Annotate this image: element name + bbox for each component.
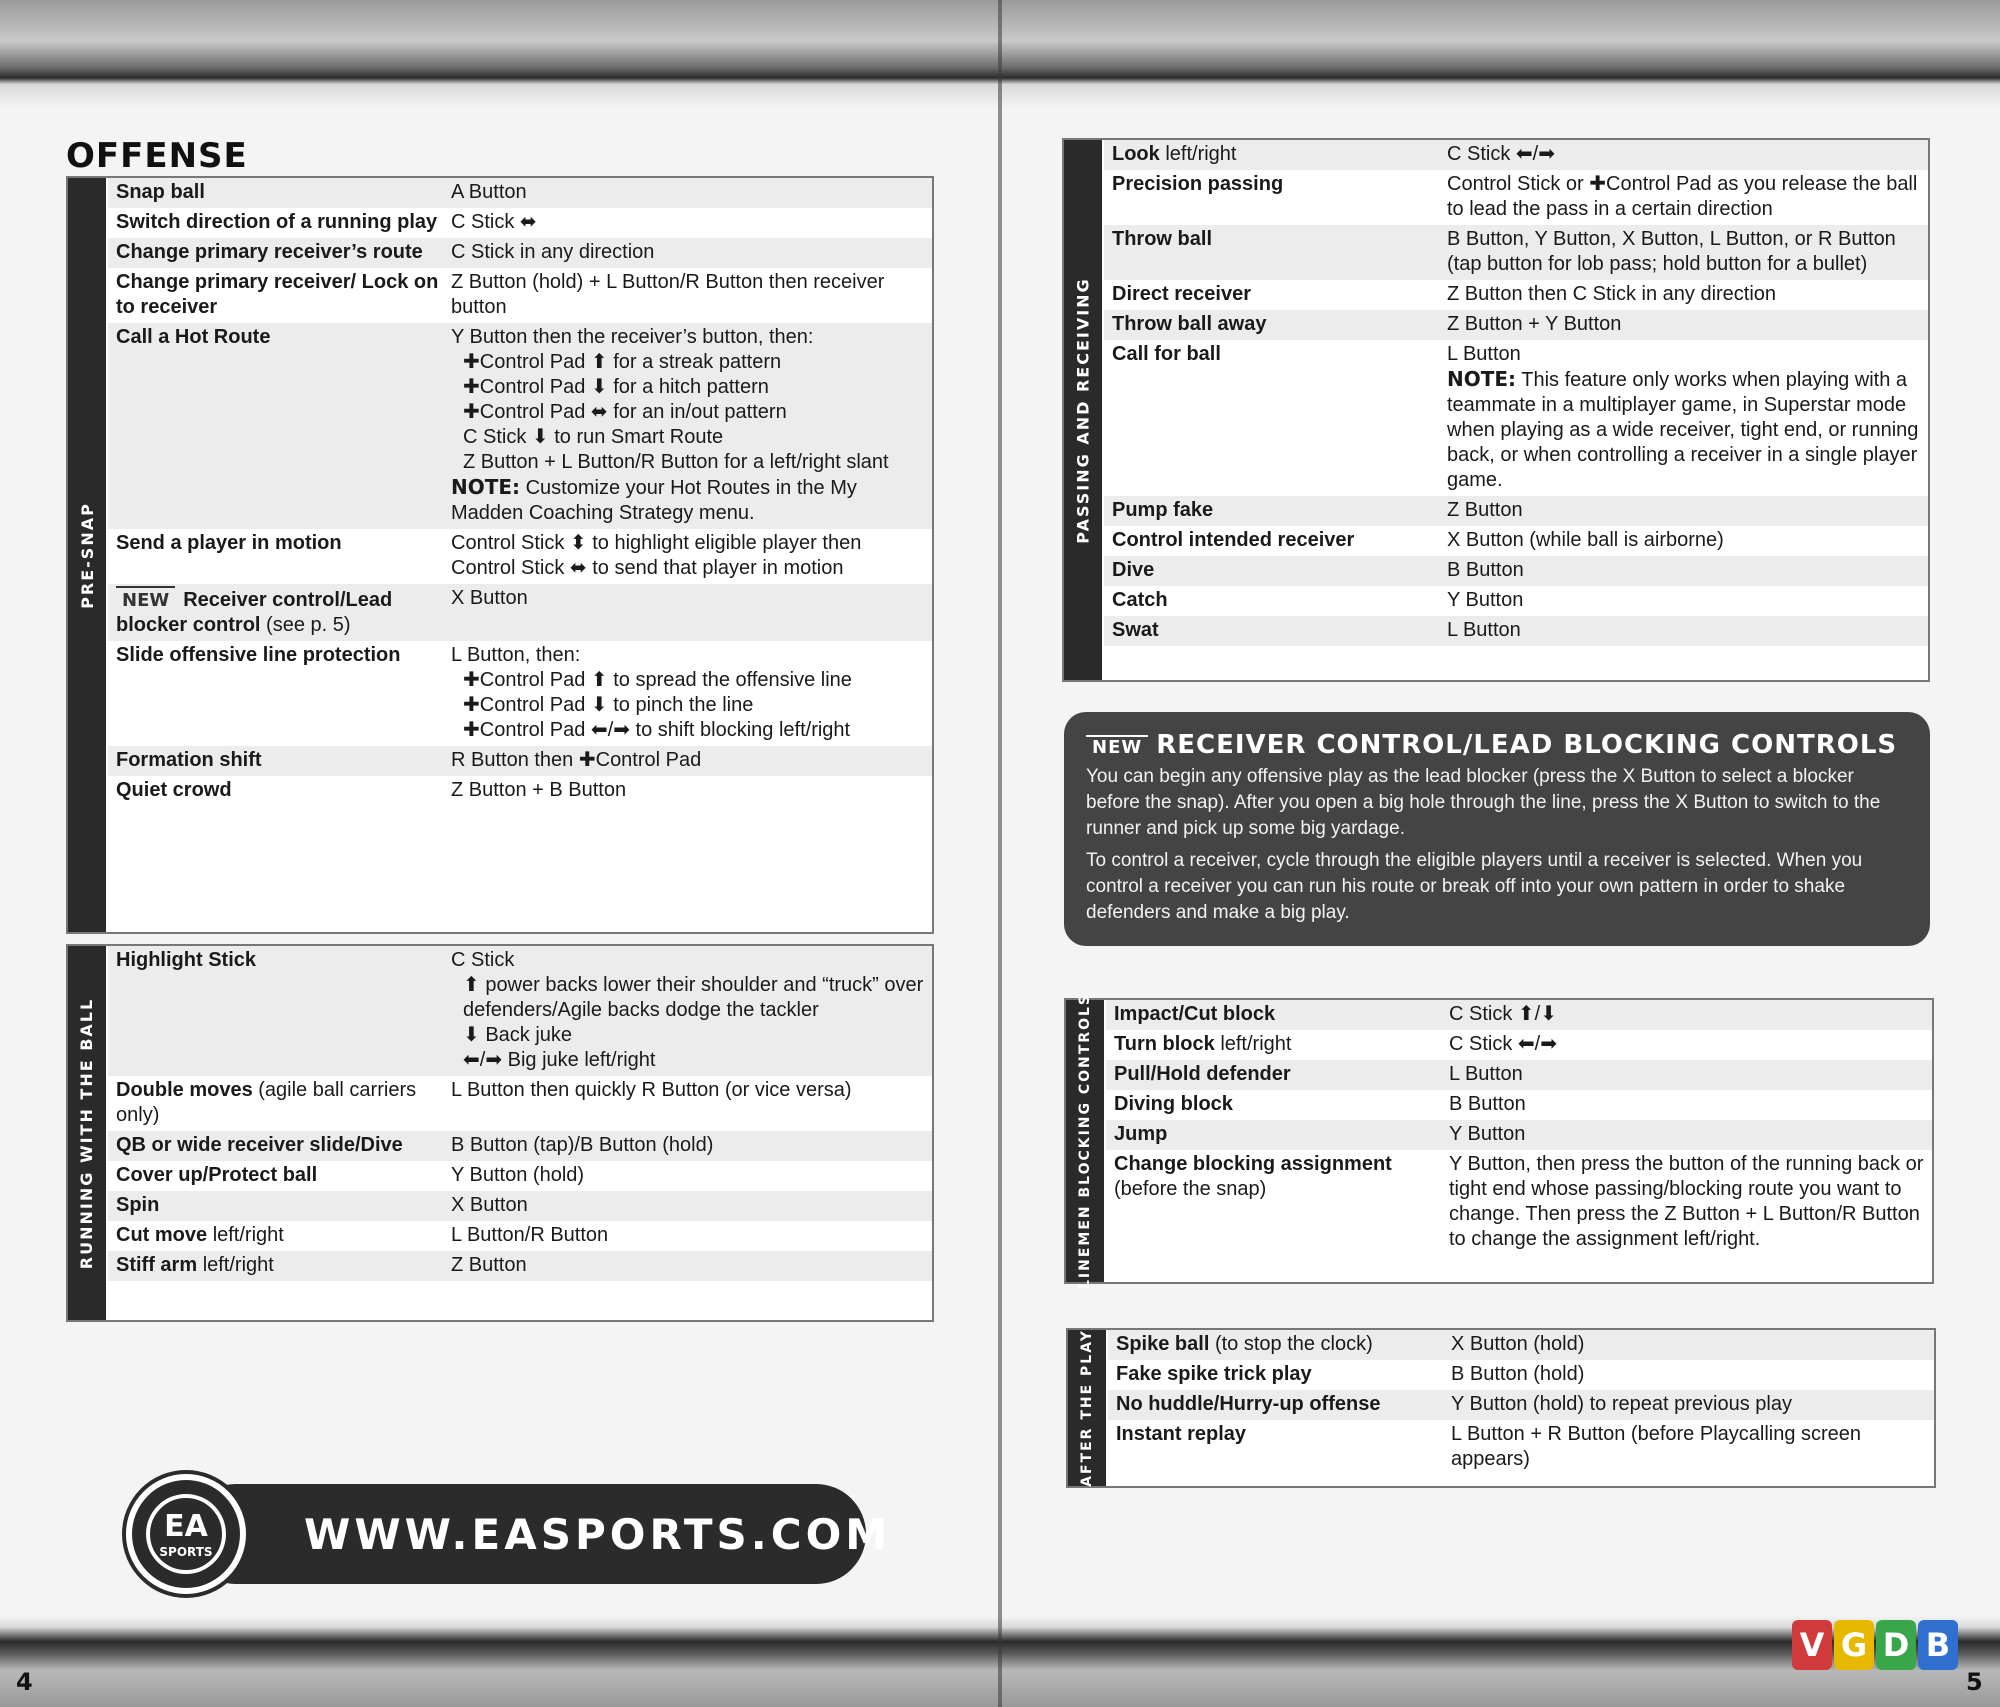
control-cell <box>1447 227 1928 277</box>
control-text: R Button then ✚Control Pad <box>451 749 702 771</box>
control-subitem: ✚Control Pad ⬌ for an in/out pattern <box>463 401 787 423</box>
control-text: B Button (tap)/B Button (hold) <box>451 1134 714 1156</box>
control-text: C Stick <box>451 949 515 971</box>
section-label: PASSING AND RECEIVING <box>1064 140 1102 680</box>
running-panel <box>66 944 934 1322</box>
control-cell <box>1449 1062 1932 1087</box>
table-row <box>108 1191 932 1221</box>
table-row <box>1104 616 1928 646</box>
action-label: Slide offensive line protection <box>116 644 401 666</box>
control-text: L Button <box>1447 343 1521 365</box>
svg-text:EA: EA <box>164 1509 208 1544</box>
control-text: Z Button then C Stick in any direction <box>1447 283 1777 305</box>
control-text: Y Button <box>1449 1123 1526 1145</box>
table-row <box>1106 1000 1932 1030</box>
section-label: LINEMEN BLOCKING CONTROLS <box>1066 1000 1104 1282</box>
control-cell <box>1449 1122 1932 1147</box>
control-cell <box>1447 528 1928 553</box>
control-subitem: ✚Control Pad ⬆ for a streak pattern <box>463 351 782 373</box>
table-row <box>1104 280 1928 310</box>
action-label: Direct receiver <box>1112 283 1251 305</box>
control-cell <box>1449 1002 1932 1027</box>
table-row <box>108 946 932 1076</box>
control-subitem: ⬆ power backs lower their shoulder and “truck” over defenders/Agile backs dodge the tackler <box>463 974 924 1021</box>
control-cell <box>1447 172 1928 222</box>
action-cell <box>1112 312 1447 337</box>
table-row <box>108 1076 932 1131</box>
control-text: X Button (hold) <box>1451 1333 1585 1355</box>
control-text: Y Button <box>1447 589 1524 611</box>
control-text: Y Button, then press the button of the running back or tight end whose passing/blocking route you want to change. Then press the Z Button + L Button/R Button to change the assignment left/right. <box>1449 1153 1924 1250</box>
control-text: C Stick ⬅/➡ <box>1447 143 1555 165</box>
table-row <box>108 529 932 584</box>
control-text: Z Button + B Button <box>451 779 627 801</box>
control-text: C Stick in any direction <box>451 241 655 263</box>
action-label: Formation shift <box>116 749 262 771</box>
page-title: OFFENSE <box>66 136 248 176</box>
action-label: Pull/Hold defender <box>1114 1063 1291 1085</box>
control-cell <box>1449 1032 1932 1057</box>
control-cell <box>451 531 932 581</box>
table-row <box>1106 1090 1932 1120</box>
table-row <box>1106 1150 1932 1255</box>
table-row <box>1104 340 1928 496</box>
control-cell <box>1449 1152 1932 1252</box>
action-label: Diving block <box>1114 1093 1233 1115</box>
table-row <box>1104 170 1928 225</box>
control-subitem: ⬇ Back juke <box>463 1024 573 1046</box>
action-cell <box>116 270 451 320</box>
new-badge: NEW <box>1086 735 1148 758</box>
action-label: Switch direction of a running play <box>116 211 438 233</box>
control-cell <box>451 1223 932 1248</box>
action-cell <box>1116 1422 1451 1472</box>
table-row <box>108 1131 932 1161</box>
action-cell <box>116 1163 451 1188</box>
control-subitem: ✚Control Pad ⬇ to pinch the line <box>463 694 754 716</box>
control-text: B Button <box>1449 1093 1526 1115</box>
action-label: Change primary receiver’s route <box>116 241 423 263</box>
action-cell <box>1112 558 1447 583</box>
action-cell <box>1112 227 1447 277</box>
control-text: X Button <box>451 587 528 609</box>
table-row <box>1104 140 1928 170</box>
control-cell <box>451 1253 932 1278</box>
page-number-left: 4 <box>16 1668 33 1696</box>
action-qualifier: (to stop the clock) <box>1214 1333 1373 1355</box>
action-cell <box>1112 498 1447 523</box>
control-text: C Stick ⬆/⬇ <box>1449 1003 1557 1025</box>
action-label: Change blocking assignment <box>1114 1153 1392 1175</box>
action-cell <box>116 1193 451 1218</box>
table-row <box>108 1251 932 1281</box>
action-cell <box>116 180 451 205</box>
action-cell <box>116 1223 451 1248</box>
action-label: Throw ball <box>1112 228 1212 250</box>
control-text: Z Button <box>1447 499 1523 521</box>
action-label: Pump fake <box>1112 499 1214 521</box>
website-url[interactable]: WWW.EASPORTS.COM <box>304 1510 892 1559</box>
note <box>1447 367 1920 493</box>
watermark-letter: D <box>1876 1620 1916 1670</box>
control-text: A Button <box>451 181 527 203</box>
control-subitem: ⬅/➡ Big juke left/right <box>463 1049 656 1071</box>
passing-panel <box>1062 138 1930 682</box>
control-cell <box>451 643 932 743</box>
action-cell <box>116 1253 451 1278</box>
linemen-panel <box>1064 992 1934 1290</box>
control-cell <box>1447 142 1928 167</box>
table-row <box>1108 1420 1934 1475</box>
watermark-letter: G <box>1834 1620 1874 1670</box>
action-cell <box>116 240 451 265</box>
action-cell <box>116 948 451 1073</box>
table-row <box>108 238 932 268</box>
control-text: B Button (hold) <box>1451 1363 1585 1385</box>
action-cell <box>1116 1392 1451 1417</box>
action-qualifier: left/right <box>212 1224 284 1246</box>
control-cell <box>1451 1392 1934 1417</box>
action-cell <box>1114 1062 1449 1087</box>
table-row <box>1104 310 1928 340</box>
control-text: Y Button (hold) <box>451 1164 585 1186</box>
action-cell <box>1112 172 1447 222</box>
control-text: Z Button <box>451 1254 527 1276</box>
action-label: Stiff arm <box>116 1254 198 1276</box>
table-row <box>108 178 932 208</box>
action-cell <box>1114 1092 1449 1117</box>
control-cell <box>451 748 932 773</box>
action-qualifier: left/right <box>1220 1033 1292 1055</box>
callout-title: NEW RECEIVER CONTROL/LEAD BLOCKING CONTROLS <box>1086 730 1908 760</box>
callout-paragraph: You can begin any offensive play as the lead blocker (press the X Button to select a blocker before the snap). After you open a big hole through the line, press the X Button to switch to the runner and pick up some big yardage. <box>1086 766 1881 839</box>
action-cell <box>1114 1152 1449 1252</box>
action-cell <box>116 325 451 526</box>
note-text: Customize your Hot Routes in the My Madden Coaching Strategy menu. <box>451 477 857 524</box>
action-label: Precision passing <box>1112 173 1284 195</box>
control-text: B Button <box>1447 559 1524 581</box>
action-label: Send a player in motion <box>116 532 342 554</box>
control-cell <box>451 270 932 320</box>
watermark-letter: B <box>1918 1620 1958 1670</box>
watermark-letter: V <box>1792 1620 1832 1670</box>
action-cell <box>116 1078 451 1128</box>
control-text: X Button <box>451 1194 528 1216</box>
control-cell <box>451 180 932 205</box>
control-cell <box>451 1163 932 1188</box>
action-qualifier: (see p. 5) <box>266 614 351 636</box>
new-badge: NEW <box>116 586 175 613</box>
control-cell <box>451 1133 932 1158</box>
table-row <box>1104 586 1928 616</box>
control-text: Y Button (hold) to repeat previous play <box>1451 1393 1792 1415</box>
action-label: Catch <box>1112 589 1168 611</box>
action-cell <box>116 210 451 235</box>
controls-table <box>108 178 932 806</box>
control-cell <box>451 948 932 1073</box>
control-cell <box>1447 342 1928 493</box>
table-row <box>108 323 932 529</box>
note-label: NOTE: <box>1447 367 1517 391</box>
table-row <box>108 584 932 641</box>
action-label: Cut move <box>116 1224 208 1246</box>
action-cell <box>1116 1362 1451 1387</box>
section-label: AFTER THE PLAY <box>1068 1330 1106 1486</box>
table-row <box>1108 1390 1934 1420</box>
controls-table <box>108 946 932 1281</box>
control-cell <box>1447 588 1928 613</box>
note-label: NOTE: <box>451 475 521 499</box>
table-row <box>1108 1360 1934 1390</box>
controls-table <box>1104 140 1928 646</box>
presnap-panel <box>66 176 934 934</box>
easports-banner <box>126 1474 892 1594</box>
control-cell <box>1447 618 1928 643</box>
control-cell <box>1451 1332 1934 1357</box>
control-cell <box>1447 558 1928 583</box>
control-text: Control Stick or ✚Control Pad as you release the ball to lead the pass in a certain direction <box>1447 173 1918 220</box>
control-text: L Button <box>1447 619 1521 641</box>
callout-paragraph: To control a receiver, cycle through the eligible players until a receiver is selected. When you control a receiver you can run his route or break off into your own pattern in order to shake defenders and make a big play. <box>1086 850 1863 923</box>
table-row <box>108 746 932 776</box>
action-qualifier: left/right <box>202 1254 274 1276</box>
table-row <box>108 776 932 806</box>
note-text: This feature only works when playing with a teammate in a multiplayer game, in Superstar mode when playing as a wide receiver, tight end, or running back, or when controlling a receiver in a single player game. <box>1447 369 1919 491</box>
control-text: Control Stick ⬍ to highlight eligible player then Control Stick ⬌ to send that player in motion <box>451 532 862 579</box>
page-number-right: 5 <box>1966 1668 1983 1696</box>
action-label: Call a Hot Route <box>116 326 271 348</box>
action-label: Change primary receiver/ Lock on to receiver <box>116 271 439 318</box>
action-cell <box>1114 1032 1449 1057</box>
table-row <box>1106 1120 1932 1150</box>
action-qualifier: left/right <box>1165 143 1237 165</box>
control-cell <box>1451 1422 1934 1472</box>
action-label: Fake spike trick play <box>1116 1363 1312 1385</box>
control-cell <box>451 325 932 526</box>
control-text: Z Button (hold) + L Button/R Button then receiver button <box>451 271 885 318</box>
control-subitem: ✚Control Pad ⬆ to spread the offensive line <box>463 669 852 691</box>
table-row <box>108 641 932 746</box>
control-text: X Button (while ball is airborne) <box>1447 529 1724 551</box>
action-cell <box>1112 588 1447 613</box>
action-cell <box>1112 282 1447 307</box>
action-qualifier: (agile ball carriers only) <box>116 1079 417 1126</box>
svg-text:SPORTS: SPORTS <box>159 1545 213 1559</box>
control-text: L Button, then: <box>451 644 581 666</box>
table-row <box>1104 496 1928 526</box>
action-label: Receiver control/Lead blocker control <box>116 589 393 636</box>
action-label: Dive <box>1112 559 1155 581</box>
action-label: Call for ball <box>1112 343 1221 365</box>
action-cell <box>116 1133 451 1158</box>
table-row <box>1104 556 1928 586</box>
action-label: Double moves <box>116 1079 253 1101</box>
section-label: RUNNING WITH THE BALL <box>68 946 106 1320</box>
action-label: Highlight Stick <box>116 949 256 971</box>
control-text: C Stick ⬅/➡ <box>1449 1033 1557 1055</box>
action-label: Instant replay <box>1116 1423 1247 1445</box>
table-row <box>1104 225 1928 280</box>
control-cell <box>451 586 932 638</box>
action-label: Impact/Cut block <box>1114 1003 1276 1025</box>
table-row <box>1104 526 1928 556</box>
action-label: Swat <box>1112 619 1159 641</box>
action-cell <box>116 778 451 803</box>
control-text: L Button <box>1449 1063 1523 1085</box>
control-cell <box>451 1078 932 1128</box>
receiver-control-callout <box>1064 712 1930 946</box>
action-cell <box>116 748 451 773</box>
control-subitem: Z Button + L Button/R Button for a left/right slant <box>463 451 889 473</box>
action-label: Quiet crowd <box>116 779 232 801</box>
control-text: C Stick ⬌ <box>451 211 537 233</box>
control-subitem: C Stick ⬇ to run Smart Route <box>463 426 724 448</box>
action-label: Turn block <box>1114 1033 1215 1055</box>
control-text: Y Button then the receiver’s button, then: <box>451 326 814 348</box>
control-cell <box>1449 1092 1932 1117</box>
note <box>451 475 924 526</box>
control-cell <box>451 210 932 235</box>
control-cell <box>1451 1362 1934 1387</box>
action-label: Cover up/Protect ball <box>116 1164 318 1186</box>
control-text: B Button, Y Button, X Button, L Button, or R Button (tap button for lob pass; hold button for a bullet) <box>1447 228 1896 275</box>
control-text: L Button then quickly R Button (or vice versa) <box>451 1079 852 1101</box>
control-text: L Button/R Button <box>451 1224 609 1246</box>
control-subitem: ✚Control Pad ⬅/➡ to shift blocking left/right <box>463 719 851 741</box>
action-label: Spin <box>116 1194 160 1216</box>
control-subitem: ✚Control Pad ⬇ for a hitch pattern <box>463 376 769 398</box>
action-cell <box>1116 1332 1451 1357</box>
action-label: Spike ball <box>1116 1333 1210 1355</box>
action-cell <box>116 586 451 638</box>
action-cell <box>1114 1002 1449 1027</box>
control-cell <box>1447 498 1928 523</box>
section-label: PRE-SNAP <box>68 178 106 932</box>
afterplay-panel <box>1066 1328 1936 1488</box>
vgdb-watermark <box>1792 1620 1958 1670</box>
table-row <box>108 208 932 238</box>
action-label: Jump <box>1114 1123 1168 1145</box>
table-row <box>108 1221 932 1251</box>
table-row <box>1106 1060 1932 1090</box>
action-cell <box>116 643 451 743</box>
action-label: No huddle/Hurry-up offense <box>1116 1393 1381 1415</box>
controls-table <box>1108 1330 1934 1475</box>
action-cell <box>116 531 451 581</box>
action-cell <box>1114 1122 1449 1147</box>
action-cell <box>1112 618 1447 643</box>
control-cell <box>1447 282 1928 307</box>
action-label: Snap ball <box>116 181 205 203</box>
control-text: Z Button + Y Button <box>1447 313 1622 335</box>
control-text: L Button + R Button (before Playcalling screen appears) <box>1451 1423 1862 1470</box>
action-qualifier: (before the snap) <box>1114 1178 1267 1200</box>
action-cell <box>1112 142 1447 167</box>
control-cell <box>1447 312 1928 337</box>
table-row <box>108 268 932 323</box>
page-spine <box>998 0 1002 1707</box>
action-cell <box>1112 342 1447 493</box>
table-row <box>1106 1030 1932 1060</box>
table-row <box>1108 1330 1934 1360</box>
control-cell <box>451 240 932 265</box>
action-label: Throw ball away <box>1112 313 1267 335</box>
table-row <box>108 1161 932 1191</box>
action-cell <box>1112 528 1447 553</box>
ea-sports-logo <box>126 1474 246 1594</box>
action-label: Control intended receiver <box>1112 529 1355 551</box>
action-label: Look <box>1112 143 1160 165</box>
action-label: QB or wide receiver slide/Dive <box>116 1134 403 1156</box>
control-cell <box>451 778 932 803</box>
controls-table <box>1106 1000 1932 1255</box>
control-cell <box>451 1193 932 1218</box>
